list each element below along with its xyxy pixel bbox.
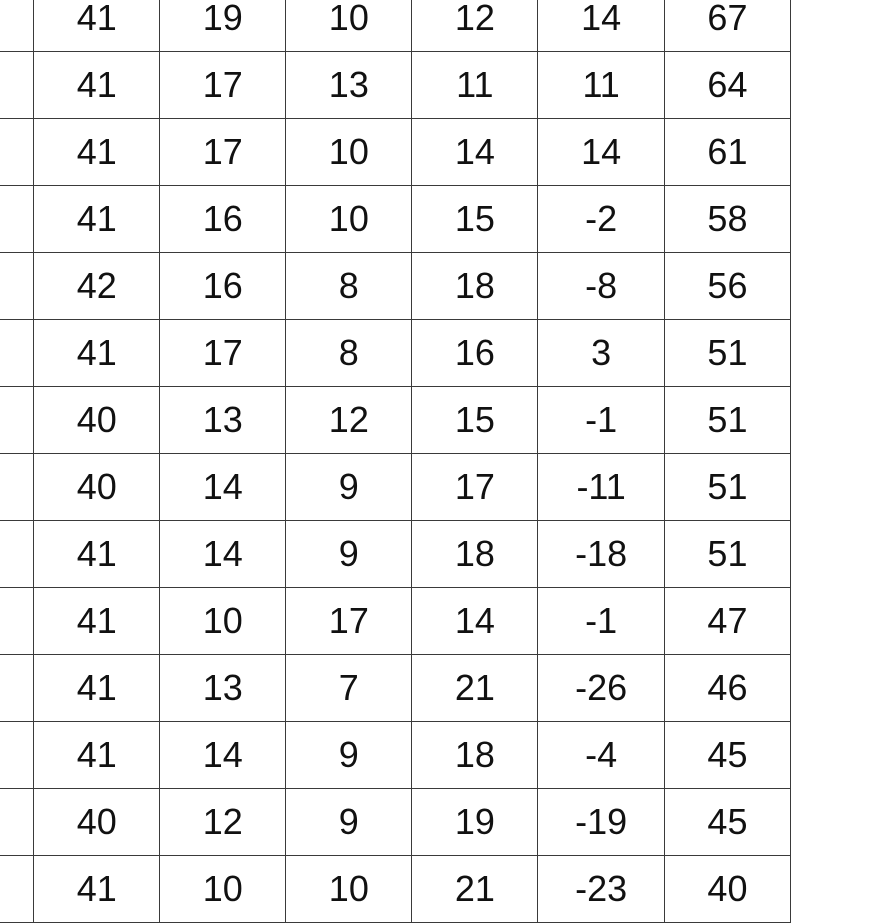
- played-cell: 40: [34, 789, 160, 856]
- lost-cell: 12: [412, 0, 538, 52]
- lost-cell: 16: [412, 320, 538, 387]
- team-cell: [0, 521, 34, 588]
- points-cell: 40: [664, 856, 790, 923]
- points-cell: 56: [664, 253, 790, 320]
- drawn-cell: 9: [286, 521, 412, 588]
- lost-cell: 17: [412, 454, 538, 521]
- table-row: [0, 588, 791, 655]
- points-cell: 61: [664, 119, 790, 186]
- won-cell: 19: [160, 0, 286, 52]
- drawn-cell: 9: [286, 722, 412, 789]
- goal-diff-cell: -11: [538, 454, 665, 521]
- won-cell: 17: [160, 52, 286, 119]
- drawn-cell: 8: [286, 320, 412, 387]
- table-row: [0, 0, 791, 52]
- drawn-cell: 9: [286, 789, 412, 856]
- won-cell: 10: [160, 856, 286, 923]
- lost-cell: 18: [412, 521, 538, 588]
- drawn-cell: 10: [286, 119, 412, 186]
- played-cell: 41: [34, 856, 160, 923]
- table-row: [0, 320, 791, 387]
- goal-diff-cell: 3: [538, 320, 665, 387]
- played-cell: 41: [34, 521, 160, 588]
- lost-cell: 18: [412, 253, 538, 320]
- team-cell: [0, 320, 34, 387]
- points-cell: 67: [664, 0, 790, 52]
- lost-cell: 15: [412, 186, 538, 253]
- points-cell: 45: [664, 722, 790, 789]
- points-cell: 46: [664, 655, 790, 722]
- table-row: [0, 454, 791, 521]
- lost-cell: 21: [412, 655, 538, 722]
- points-cell: 51: [664, 454, 790, 521]
- played-cell: 41: [34, 119, 160, 186]
- points-cell: 51: [664, 521, 790, 588]
- lost-cell: 14: [412, 119, 538, 186]
- table-row: [0, 253, 791, 320]
- played-cell: 41: [34, 0, 160, 52]
- won-cell: 14: [160, 454, 286, 521]
- drawn-cell: 9: [286, 454, 412, 521]
- won-cell: 13: [160, 655, 286, 722]
- table-row: [0, 722, 791, 789]
- points-cell: 51: [664, 387, 790, 454]
- drawn-cell: 12: [286, 387, 412, 454]
- drawn-cell: 8: [286, 253, 412, 320]
- points-cell: 51: [664, 320, 790, 387]
- drawn-cell: 10: [286, 186, 412, 253]
- goal-diff-cell: -1: [538, 387, 665, 454]
- table-row: [0, 856, 791, 923]
- goal-diff-cell: -19: [538, 789, 665, 856]
- table-row: [0, 521, 791, 588]
- drawn-cell: 7: [286, 655, 412, 722]
- played-cell: 41: [34, 588, 160, 655]
- won-cell: 17: [160, 119, 286, 186]
- table-row: [0, 655, 791, 722]
- goal-diff-cell: -8: [538, 253, 665, 320]
- team-cell: [0, 52, 34, 119]
- goal-diff-cell: -2: [538, 186, 665, 253]
- team-cell: [0, 119, 34, 186]
- points-cell: 64: [664, 52, 790, 119]
- team-cell: [0, 856, 34, 923]
- won-cell: 14: [160, 521, 286, 588]
- played-cell: 42: [34, 253, 160, 320]
- won-cell: 17: [160, 320, 286, 387]
- team-cell: [0, 789, 34, 856]
- team-cell: [0, 186, 34, 253]
- won-cell: 16: [160, 253, 286, 320]
- won-cell: 16: [160, 186, 286, 253]
- points-cell: 58: [664, 186, 790, 253]
- goal-diff-cell: 14: [538, 119, 665, 186]
- team-cell: [0, 387, 34, 454]
- drawn-cell: 10: [286, 0, 412, 52]
- team-cell: [0, 655, 34, 722]
- lost-cell: 19: [412, 789, 538, 856]
- lost-cell: 15: [412, 387, 538, 454]
- won-cell: 14: [160, 722, 286, 789]
- team-cell: [0, 0, 34, 52]
- played-cell: 41: [34, 655, 160, 722]
- table-row: [0, 387, 791, 454]
- team-cell: [0, 722, 34, 789]
- won-cell: 13: [160, 387, 286, 454]
- table-row: [0, 52, 791, 119]
- played-cell: 40: [34, 387, 160, 454]
- goal-diff-cell: -23: [538, 856, 665, 923]
- lost-cell: 11: [412, 52, 538, 119]
- lost-cell: 21: [412, 856, 538, 923]
- team-cell: [0, 454, 34, 521]
- team-cell: [0, 588, 34, 655]
- table-row: [0, 119, 791, 186]
- lost-cell: 14: [412, 588, 538, 655]
- team-cell: [0, 253, 34, 320]
- played-cell: 41: [34, 320, 160, 387]
- table-row: [0, 186, 791, 253]
- drawn-cell: 17: [286, 588, 412, 655]
- points-cell: 47: [664, 588, 790, 655]
- goal-diff-cell: -18: [538, 521, 665, 588]
- goal-diff-cell: -4: [538, 722, 665, 789]
- drawn-cell: 10: [286, 856, 412, 923]
- won-cell: 12: [160, 789, 286, 856]
- drawn-cell: 13: [286, 52, 412, 119]
- goal-diff-cell: -26: [538, 655, 665, 722]
- table-row: [0, 789, 791, 856]
- played-cell: 41: [34, 186, 160, 253]
- points-cell: 45: [664, 789, 790, 856]
- played-cell: 41: [34, 722, 160, 789]
- won-cell: 10: [160, 588, 286, 655]
- played-cell: 40: [34, 454, 160, 521]
- lost-cell: 18: [412, 722, 538, 789]
- played-cell: 41: [34, 52, 160, 119]
- goal-diff-cell: -1: [538, 588, 665, 655]
- goal-diff-cell: 14: [538, 0, 665, 52]
- goal-diff-cell: 11: [538, 52, 665, 119]
